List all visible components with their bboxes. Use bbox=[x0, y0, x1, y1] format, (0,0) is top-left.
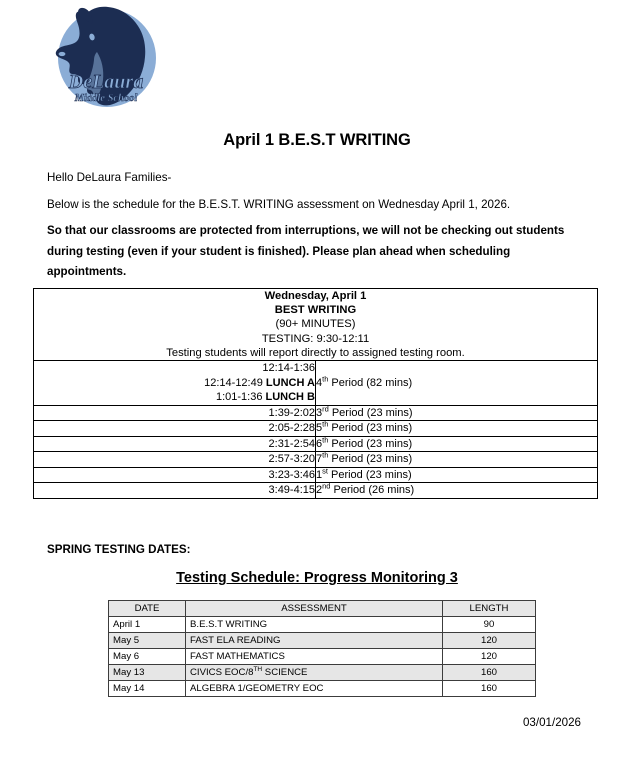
period-cell bbox=[316, 405, 598, 421]
cell-length: 90 bbox=[443, 617, 536, 633]
table-row bbox=[109, 633, 536, 649]
period-text: Period (23 mins) bbox=[328, 406, 413, 419]
schedule-header-line-3: (90+ MINUTES) bbox=[275, 318, 356, 331]
assessment-sup: TH bbox=[253, 665, 263, 673]
column-header-length: LENGTH bbox=[443, 601, 536, 617]
lunch-time-cell bbox=[34, 361, 316, 406]
period-text: Period (82 mins) bbox=[328, 376, 413, 389]
schedule-header-line-2: BEST WRITING bbox=[274, 304, 357, 317]
time-cell: 2:31-2:54 bbox=[34, 436, 316, 452]
assessment-name: ALGEBRA 1/GEOMETRY EOC bbox=[190, 682, 324, 694]
period-ordinal: 5 bbox=[316, 422, 323, 435]
period-cell bbox=[316, 421, 598, 437]
table-row bbox=[34, 452, 598, 468]
schedule-header-line-4: TESTING: 9:30-12:11 bbox=[261, 332, 370, 345]
table-row bbox=[34, 483, 598, 499]
time-cell: 3:49-4:15 bbox=[34, 483, 316, 499]
time-cell: 3:23-3:46 bbox=[34, 467, 316, 483]
period-ordinal: 1 bbox=[316, 468, 323, 481]
table-header-row bbox=[109, 601, 536, 617]
column-header-date: DATE bbox=[109, 601, 186, 617]
spring-testing-dates-heading: SPRING TESTING DATES: bbox=[47, 543, 191, 556]
wolf-mouth-icon bbox=[59, 52, 66, 56]
period-cell bbox=[316, 452, 598, 468]
cell-assessment bbox=[186, 633, 443, 649]
cell-length: 120 bbox=[443, 649, 536, 665]
schedule-header-row bbox=[34, 289, 598, 361]
cell-date: May 6 bbox=[109, 649, 186, 665]
period-cell bbox=[316, 467, 598, 483]
table-row bbox=[34, 467, 598, 483]
lunch-b-time: 1:01-1:36 bbox=[215, 391, 263, 404]
testing-schedule-title: Testing Schedule: Progress Monitoring 3 bbox=[176, 570, 458, 586]
logo-svg bbox=[48, 4, 164, 116]
cell-length: 120 bbox=[443, 633, 536, 649]
cell-date: May 14 bbox=[109, 681, 186, 697]
cell-date: May 5 bbox=[109, 633, 186, 649]
footer-date: 03/01/2026 bbox=[522, 716, 581, 729]
assessment-name: FAST MATHEMATICS bbox=[190, 650, 285, 662]
cell-date: May 13 bbox=[109, 665, 186, 681]
column-header-assessment: ASSESSMENT bbox=[186, 601, 443, 617]
cell-length: 160 bbox=[443, 681, 536, 697]
period-text: Period (23 mins) bbox=[328, 453, 413, 466]
table-row bbox=[34, 405, 598, 421]
lunch-period-cell bbox=[316, 361, 598, 406]
period-ordinal: 7 bbox=[316, 453, 323, 466]
table-row bbox=[109, 649, 536, 665]
lunch-b-label: LUNCH B bbox=[265, 391, 315, 404]
cell-date: April 1 bbox=[109, 617, 186, 633]
period-text: Period (23 mins) bbox=[328, 422, 413, 435]
lunch-time-line-3 bbox=[34, 390, 315, 405]
cell-assessment bbox=[186, 617, 443, 633]
time-cell: 1:39-2:02 bbox=[34, 405, 316, 421]
period-cell bbox=[316, 483, 598, 499]
period-text: Period (23 mins) bbox=[328, 437, 413, 450]
logo-school-name-line2: Middle School bbox=[74, 93, 138, 104]
table-row bbox=[34, 436, 598, 452]
cell-assessment bbox=[186, 665, 443, 681]
daily-schedule-table bbox=[33, 288, 598, 499]
period-cell bbox=[316, 436, 598, 452]
period-ordinal-suffix: th bbox=[322, 434, 329, 444]
period-ordinal-suffix: st bbox=[322, 465, 328, 475]
period-ordinal-suffix: th bbox=[322, 419, 329, 429]
assessment-name: B.E.S.T WRITING bbox=[190, 618, 268, 630]
period-ordinal-suffix: nd bbox=[322, 481, 331, 491]
assessment-name: FAST ELA READING bbox=[190, 634, 281, 646]
cell-length: 160 bbox=[443, 665, 536, 681]
period-ordinal: 3 bbox=[316, 406, 323, 419]
lunch-a-label: LUNCH A bbox=[265, 376, 315, 389]
period-ordinal-suffix: rd bbox=[322, 403, 329, 413]
lunch-time-line-2 bbox=[34, 376, 315, 391]
assessment-tail: SCIENCE bbox=[262, 666, 308, 678]
period-ordinal-suffix: th bbox=[322, 373, 329, 383]
notice-text: So that our classrooms are protected from interruptions, we will not be checking out students during testing (even if your student is finished). Please plan ahead when scheduling appointments. bbox=[47, 224, 565, 278]
intro-text: Below is the schedule for the B.E.S.T. WRITING assessment on Wednesday April 1, 2026. bbox=[47, 198, 511, 211]
delaura-middle-school-logo bbox=[48, 4, 164, 116]
table-row bbox=[109, 681, 536, 697]
greeting-text: Hello DeLaura Families- bbox=[47, 171, 172, 184]
time-cell: 2:05-2:28 bbox=[34, 421, 316, 437]
period-ordinal: 2 bbox=[316, 484, 323, 497]
period-text: Period (26 mins) bbox=[330, 484, 415, 497]
schedule-header-line-1: Wednesday, April 1 bbox=[264, 290, 367, 302]
logo-school-name-line1: DeLaura bbox=[68, 71, 144, 93]
logo-wordmark bbox=[68, 71, 143, 104]
schedule-header-line-5: Testing students will report directly to assigned testing room. bbox=[166, 346, 465, 359]
period-ordinal-suffix: th bbox=[322, 450, 329, 460]
table-row bbox=[109, 665, 536, 681]
lunch-time-line-1: 12:14-1:36 bbox=[262, 362, 315, 375]
table-row bbox=[34, 421, 598, 437]
time-cell: 2:57-3:20 bbox=[34, 452, 316, 468]
period-text: Period (23 mins) bbox=[327, 468, 412, 481]
cell-assessment bbox=[186, 649, 443, 665]
table-row bbox=[109, 617, 536, 633]
schedule-header-cell bbox=[34, 289, 598, 361]
cell-assessment bbox=[186, 681, 443, 697]
period-ordinal: 6 bbox=[316, 437, 323, 450]
testing-dates-table bbox=[108, 600, 536, 697]
page-title: April 1 B.E.S.T WRITING bbox=[223, 131, 411, 149]
table-row bbox=[34, 361, 598, 406]
period-ordinal: 4 bbox=[316, 376, 323, 389]
lunch-a-time: 12:14-12:49 bbox=[204, 376, 263, 389]
assessment-name: CIVICS EOC/8 bbox=[190, 666, 254, 678]
